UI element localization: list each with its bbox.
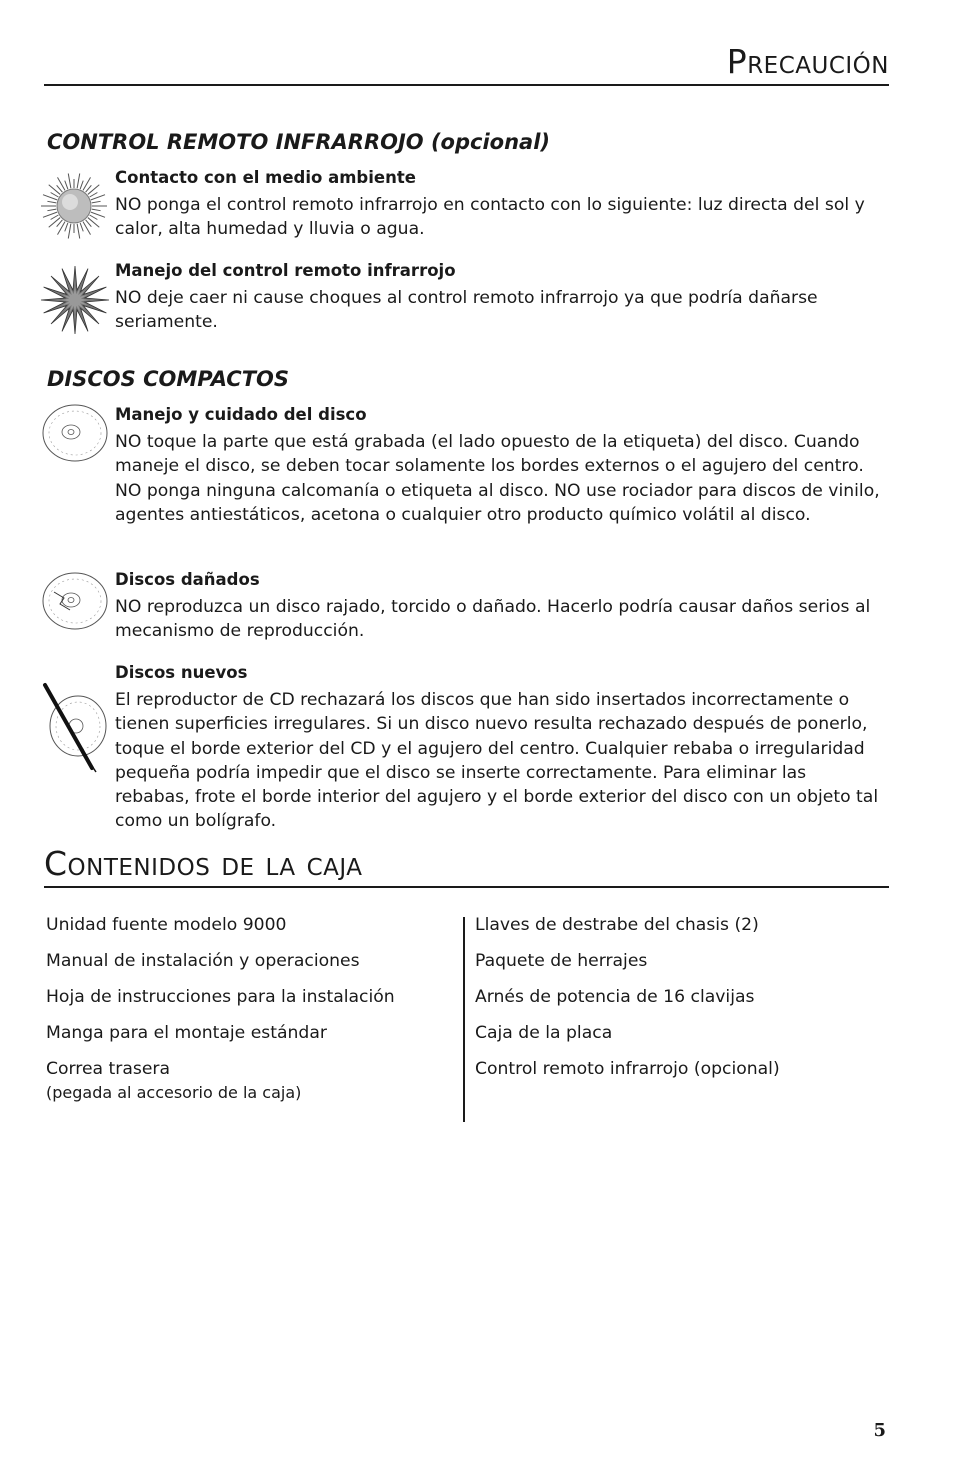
- list-item: Paquete de herrajes: [475, 951, 648, 971]
- list-item: [46, 1057, 456, 1105]
- item-title: Discos nuevos: [115, 663, 248, 682]
- list-item: Unidad fuente modelo 9000: [46, 915, 287, 935]
- column-divider: [463, 917, 465, 1122]
- disc-with-pen-icon: [40, 680, 110, 775]
- item-disc-care: [115, 404, 885, 527]
- list-item-label: Correa trasera: [46, 1059, 171, 1079]
- precaution-title-bar: [44, 40, 889, 86]
- section-heading-remote: CONTROL REMOTO INFRARROJO (opcional): [47, 130, 551, 154]
- list-item: Hoja de instrucciones para la instalación: [46, 987, 395, 1007]
- damaged-disc-icon: [40, 570, 110, 632]
- list-item: Manual de instalación y operaciones: [46, 951, 360, 971]
- item-remote-handling: [115, 260, 885, 335]
- list-item: Manga para el montaje estándar: [46, 1023, 327, 1043]
- contents-title-bar: [44, 842, 889, 888]
- item-title: Contacto con el medio ambiente: [115, 168, 416, 187]
- page-title: Precaución: [726, 42, 889, 81]
- item-new-discs: [115, 662, 885, 834]
- list-item-note: (pegada al accesorio de la caja): [46, 1083, 302, 1102]
- item-text: NO reproduzca un disco rajado, torcido o dañado. Hacerlo podría causar daños serios al mecanismo de reproducción.: [115, 597, 871, 642]
- list-item: Arnés de potencia de 16 clavijas: [475, 987, 755, 1007]
- item-damaged-discs: [115, 569, 885, 644]
- compact-disc-icon: [40, 402, 110, 464]
- impact-starburst-icon: [40, 263, 110, 337]
- section-heading-discs: DISCOS COMPACTOS: [47, 367, 290, 391]
- item-title: Manejo y cuidado del disco: [115, 405, 367, 424]
- item-text: El reproductor de CD rechazará los discos que han sido insertados incorrectamente o tienen superficies irregulares. Si un disco nuevo resulta rechazado después de ponerlo, toque el borde exterior del CD y el agujero del centro. Cualquier rebaba o irregularidad pequeña podría impedir que el disco se inserte correctamente. Para eliminar las rebabas, frote el borde interior del agujero y el borde exterior del disco con un objeto tal como un bolígrafo.: [115, 690, 879, 832]
- page-number: 5: [873, 1420, 886, 1441]
- contents-list: [44, 913, 889, 1123]
- sun-icon: [40, 170, 110, 242]
- item-title: Discos dañados: [115, 570, 260, 589]
- list-item: Llaves de destrabe del chasis (2): [475, 915, 759, 935]
- contents-column-left: [46, 913, 456, 1117]
- item-text: NO ponga el control remoto infrarrojo en contacto con lo siguiente: luz directa del sol y calor, alta humedad y lluvia o agua.: [115, 195, 865, 240]
- item-text: NO deje caer ni cause choques al control remoto infrarrojo ya que podría dañarse seriamente.: [115, 288, 818, 333]
- contents-column-right: [475, 913, 885, 1093]
- contents-title: Contenidos de la caja: [44, 844, 363, 883]
- list-item: Caja de la placa: [475, 1023, 613, 1043]
- item-text: NO toque la parte que está grabada (el lado opuesto de la etiqueta) del disco. Cuando maneje el disco, se deben tocar solamente los bordes externos o el agujero del centro. NO ponga ninguna calcomanía o etiqueta al disco. NO use rociador para discos de vinilo, agentes antiestáticos, acetona o cualquier otro producto químico volátil al disco.: [115, 432, 880, 525]
- list-item: Control remoto infrarrojo (opcional): [475, 1059, 780, 1079]
- item-title: Manejo del control remoto infrarrojo: [115, 261, 456, 280]
- item-environment-contact: [115, 167, 885, 242]
